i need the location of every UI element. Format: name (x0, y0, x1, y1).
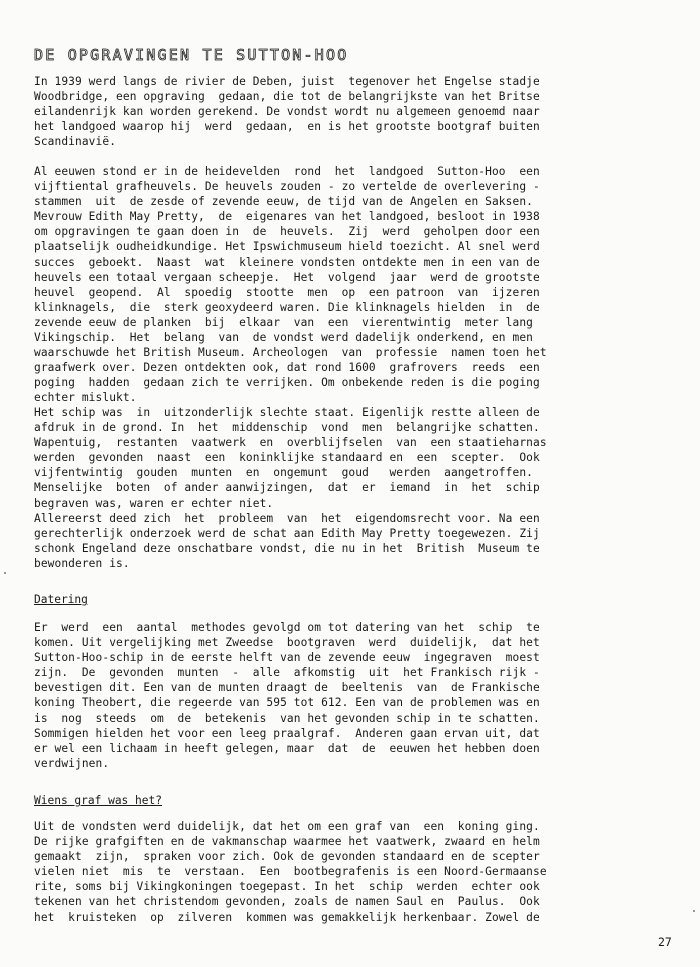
paragraph-dating (34, 620, 676, 771)
text-line: stammen uit de zesde of zevende eeuw, de tijd van de Angelen en Saksen. (34, 195, 533, 209)
text-line: vielen niet mis te verstaan. Een bootbegrafenis is een Noord-Germaanse (34, 865, 547, 879)
paragraph-excavation (34, 164, 676, 406)
paragraph-ship (34, 405, 676, 571)
section-heading-grave: Wiens graf was het? (34, 794, 162, 807)
page-number: 27 (658, 935, 672, 949)
text-line: koning Theobert, die regeerde van 595 tot 612. Een van de problemen was en (34, 696, 540, 710)
text-line: afdruk in de grond. In het middenschip vond men belangrijke schatten. (34, 421, 540, 435)
text-line: Menselijke boten of ander aanwijzingen, dat er iemand in het schip (34, 481, 540, 495)
scan-speck (4, 572, 6, 574)
text-line: Er werd een aantal methodes gevolgd om tot datering van het schip te (34, 621, 540, 634)
text-line: begraven was, waren er echter niet. (34, 496, 274, 510)
text-line: zijn. De gevonden munten - alle afkomstig uit het Frankisch rijk - (34, 666, 540, 680)
text-line: het landgoed waarop hij werd gedaan, en is het grootste bootgraf buiten (34, 120, 540, 134)
text-line: Sutton-Hoo-schip in de eerste helft van de zevende eeuw ingegraven moest (34, 651, 540, 665)
text-line: echter mislukt. (34, 391, 137, 405)
text-line: poging hadden gedaan zich te verrijken. Om onbekende reden is die poging (34, 376, 540, 390)
text-line: bewonderen is. (34, 556, 130, 570)
paragraph-intro (34, 74, 676, 149)
text-line: vijfentwintig gouden munten en ongemunt goud werden aangetroffen. (34, 466, 533, 480)
text-line: succes geboekt. Naast wat kleinere vondsten ontdekte men in een van de (34, 255, 540, 269)
text-line: tekenen van het christendom gevonden, zoals de namen Saul en Paulus. Ook (34, 895, 540, 909)
text-line: Wapentuig, restanten vaatwerk en overblijfselen van een staatieharnas (34, 436, 547, 450)
text-line: waarschuwde het British Museum. Archeologen van professie namen toen het (34, 346, 547, 360)
text-line: schonk Engeland deze onschatbare vondst, die nu in het British Museum te (34, 541, 540, 555)
text-line: Woodbridge, een opgraving gedaan, die tot de belangrijkste van het Britse (34, 90, 540, 104)
page-title: DE OPGRAVINGEN TE SUTTON-HOO (34, 46, 349, 64)
text-line: rite, soms bij Vikingkoningen toegepast. In het schip werden echter ook (34, 880, 540, 894)
text-line: gerechterlijk onderzoek werd de schat aan Edith May Pretty toegewezen. Zij (34, 526, 540, 540)
text-line: heuvels een totaal vergaan scheepje. Het volgend jaar werd de grootste (34, 270, 540, 284)
text-line: plaatselijk oudheidkundige. Het Ipswichmuseum hield toezicht. Al snel werd (34, 240, 540, 254)
text-line: klinknagels, die sterk geoxydeerd waren. Die klinknagels hielden in de (34, 300, 540, 314)
text-line: De rijke grafgiften en de vakmanschap waarmee het vaatwerk, zwaard en helm (34, 835, 540, 849)
text-line: is nog steeds om de betekenis van het gevonden schip in te schatten. (34, 711, 540, 725)
text-line: verdwijnen. (34, 756, 110, 770)
text-line: komen. Uit vergelijking met Zweedse bootgraven werd duidelijk, dat het (34, 636, 540, 650)
text-line: Al eeuwen stond er in de heidevelden rond het landgoed Sutton-Hoo een (34, 165, 540, 178)
text-line: Mevrouw Edith May Pretty, de eigenares van het landgoed, besloot in 1938 (34, 210, 540, 224)
text-line: Scandinavië. (34, 135, 117, 149)
text-line: eilandenrijk kan worden gerekend. De vondst wordt nu algemeen genoemd naar (34, 105, 540, 119)
text-line: Allereerst deed zich het probleem van het eigendomsrecht voor. Na een (34, 511, 540, 525)
section-heading-dating: Datering (34, 593, 88, 606)
text-line: Uit de vondsten werd duidelijk, dat het om een graf van een koning ging. (34, 820, 540, 833)
text-line: heuvel geopend. Al spoedig stootte men op een patroon van ijzeren (34, 285, 540, 299)
text-line: bevestigen dit. Een van de munten draagt de beeltenis van de Frankische (34, 681, 540, 695)
text-line: Het schip was in uitzonderlijk slechte staat. Eigenlijk restte alleen de (34, 406, 540, 419)
text-line: zevende eeuw de planken bij elkaar van een vierentwintig meter lang (34, 315, 533, 329)
text-line: Vikingschip. Het belang van de vondst werd dadelijk onderkend, en men (34, 331, 533, 345)
text-line: het kruisteken op zilveren kommen was gemakkelijk herkenbaar. Zowel de (34, 910, 540, 924)
text-line: vijftiental grafheuvels. De heuvels zouden - zo vertelde de overlevering - (34, 180, 540, 194)
text-line: Sommigen hielden het voor een leeg praalgraf. Anderen gaan ervan uit, dat (34, 726, 540, 740)
paragraph-grave (34, 819, 676, 925)
text-line: er wel een lichaam in heeft gelegen, maar dat de eeuwen het hebben doen (34, 741, 540, 755)
scan-speck (693, 910, 695, 912)
text-line: om opgravingen te gaan doen in de heuvels. Zij werd geholpen door een (34, 225, 540, 239)
text-line: graafwerk over. Dezen ontdekten ook, dat rond 1600 grafrovers reeds een (34, 361, 540, 375)
text-line: gemaakt zijn, spraken voor zich. Ook de gevonden standaard en de scepter (34, 850, 540, 864)
text-line: In 1939 werd langs de rivier de Deben, juist tegenover het Engelse stadje (34, 75, 540, 88)
text-line: werden gevonden naast een koninklijke standaard en een scepter. Ook (34, 451, 540, 465)
